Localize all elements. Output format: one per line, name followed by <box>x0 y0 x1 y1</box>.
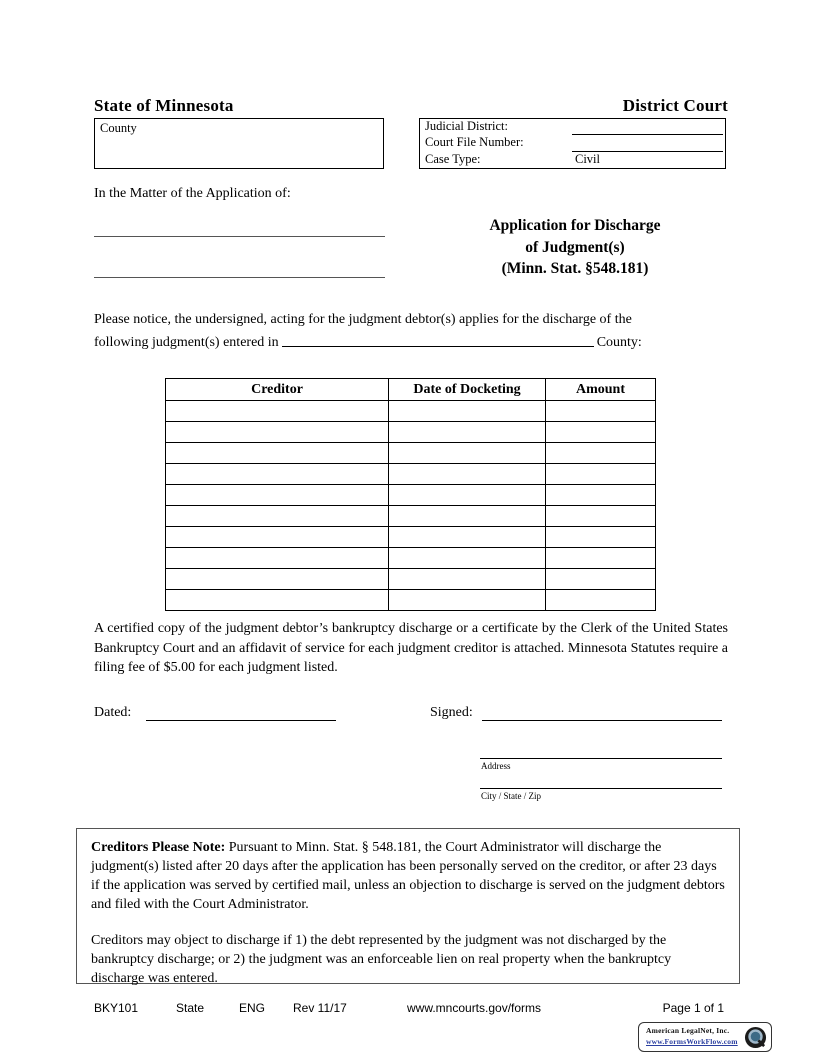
table-row[interactable] <box>166 548 656 569</box>
footer-scope: State <box>176 1001 205 1015</box>
court-file-number-label: Court File Number: <box>425 135 524 150</box>
case-type-row[interactable] <box>420 152 725 168</box>
notice-line-1: Please notice, the undersigned, acting for the judgment debtor(s) applies for the discharge of the <box>94 312 632 327</box>
address-input-line[interactable] <box>480 758 722 759</box>
cell-creditor[interactable] <box>166 527 389 548</box>
certified-copy-paragraph: A certified copy of the judgment debtor’s bankruptcy discharge or a certificate by the Clerk of the United States Bankruptcy Court and an affidavit of service for each judgment creditor is attached. Minnesota Statutes require a filing fee of $5.00 for each judgment listed. <box>94 621 728 675</box>
notice-line-2-before: following judgment(s) entered in <box>94 334 279 350</box>
table-row[interactable] <box>166 569 656 590</box>
table-row[interactable] <box>166 443 656 464</box>
form-title <box>410 215 740 280</box>
applicant-name-line-2[interactable] <box>94 277 385 278</box>
case-info-box <box>419 118 726 169</box>
cell-creditor[interactable] <box>166 422 389 443</box>
case-type-value: Civil <box>575 151 601 166</box>
cell-amount[interactable] <box>546 422 656 443</box>
table-row[interactable] <box>166 485 656 506</box>
cell-amount[interactable] <box>546 590 656 611</box>
table-header-row <box>166 379 656 401</box>
county-field-box[interactable] <box>94 118 384 169</box>
legalnet-logo-icon <box>744 1026 767 1049</box>
address-label: Address <box>481 761 511 771</box>
judicial-district-row[interactable] <box>420 119 725 135</box>
city-state-zip-input-line[interactable] <box>480 788 722 789</box>
cell-amount[interactable] <box>546 485 656 506</box>
column-header-amount: Amount <box>546 379 656 401</box>
case-type-label: Case Type: <box>425 151 481 166</box>
applicant-name-line-1[interactable] <box>94 236 385 237</box>
table-row[interactable] <box>166 464 656 485</box>
cell-date[interactable] <box>389 569 546 590</box>
judgments-table-body <box>166 401 656 611</box>
table-row[interactable] <box>166 527 656 548</box>
dated-input-line[interactable] <box>146 720 336 721</box>
county-entry-line[interactable] <box>282 331 594 347</box>
cell-creditor[interactable] <box>166 401 389 422</box>
creditors-note-box <box>76 828 740 984</box>
county-label: County <box>100 121 137 135</box>
creditors-note-paragraph-2: Creditors may object to discharge if 1) the debt represented by the judgment was not discharged by the bankruptcy discharge; or 2) the judgment was an enforceable lien on real property when the bankruptcy discharge was entered. <box>91 933 672 986</box>
notice-line-2 <box>94 331 728 354</box>
cell-creditor[interactable] <box>166 485 389 506</box>
column-header-date-of-docketing: Date of Docketing <box>389 379 546 401</box>
legalnet-website-link[interactable]: www.FormsWorkFlow.com <box>646 1037 738 1046</box>
column-header-creditor: Creditor <box>166 379 389 401</box>
matter-label: In the Matter of the Application of: <box>94 186 291 201</box>
notice-line-2-after: County: <box>596 334 642 350</box>
judicial-district-label: Judicial District: <box>425 119 508 133</box>
cell-amount[interactable] <box>546 548 656 569</box>
signature-input-line[interactable] <box>482 720 722 721</box>
notice-paragraph <box>94 310 728 353</box>
cell-date[interactable] <box>389 485 546 506</box>
cell-amount[interactable] <box>546 527 656 548</box>
table-row[interactable] <box>166 590 656 611</box>
cell-amount[interactable] <box>546 443 656 464</box>
cell-creditor[interactable] <box>166 590 389 611</box>
cell-amount[interactable] <box>546 506 656 527</box>
cell-date[interactable] <box>389 443 546 464</box>
cell-date[interactable] <box>389 590 546 611</box>
table-row[interactable] <box>166 422 656 443</box>
footer-language: ENG <box>239 1001 266 1015</box>
creditors-note-paragraph-1 <box>91 838 725 914</box>
cell-date[interactable] <box>389 401 546 422</box>
cell-date[interactable] <box>389 548 546 569</box>
city-state-zip-label: City / State / Zip <box>481 791 541 801</box>
footer-url: www.mncourts.gov/forms <box>407 1001 542 1015</box>
form-title-line-3: (Minn. Stat. §548.181) <box>501 260 649 277</box>
form-title-line-1: Application for Discharge <box>489 217 661 234</box>
court-file-number-row[interactable] <box>420 135 725 151</box>
cell-creditor[interactable] <box>166 464 389 485</box>
page-title-court: District Court <box>622 96 728 115</box>
signed-label: Signed: <box>430 705 473 720</box>
cell-creditor[interactable] <box>166 548 389 569</box>
cell-creditor[interactable] <box>166 443 389 464</box>
footer-form-code: BKY101 <box>94 1001 139 1015</box>
cell-creditor[interactable] <box>166 506 389 527</box>
cell-amount[interactable] <box>546 401 656 422</box>
form-title-line-2: of Judgment(s) <box>525 238 625 256</box>
dated-label: Dated: <box>94 705 132 720</box>
american-legalnet-badge[interactable] <box>638 1022 772 1052</box>
page-title-state: State of Minnesota <box>94 96 234 115</box>
footer-revision: Rev 11/17 <box>293 1001 347 1015</box>
legalnet-company-name: American LegalNet, Inc. <box>646 1026 730 1035</box>
cell-amount[interactable] <box>546 464 656 485</box>
cell-date[interactable] <box>389 506 546 527</box>
cell-amount[interactable] <box>546 569 656 590</box>
footer-page-number: Page 1 of 1 <box>662 1001 724 1015</box>
cell-creditor[interactable] <box>166 569 389 590</box>
cell-date[interactable] <box>389 464 546 485</box>
cell-date[interactable] <box>389 422 546 443</box>
cell-date[interactable] <box>389 527 546 548</box>
judgments-table <box>165 378 656 611</box>
creditors-note-lead: Creditors Please Note: <box>91 840 226 855</box>
creditors-note-body-1: Pursuant to Minn. Stat. § 548.181, the Court Administrator will discharge the judgment(s) listed after 20 days after the application has been personally served on the creditor, or after 23 days if the application was served by certified mail, unless an objection to discharge is served on the judgment debtors and filed with the Court Administrator. <box>91 840 725 912</box>
table-row[interactable] <box>166 401 656 422</box>
table-row[interactable] <box>166 506 656 527</box>
